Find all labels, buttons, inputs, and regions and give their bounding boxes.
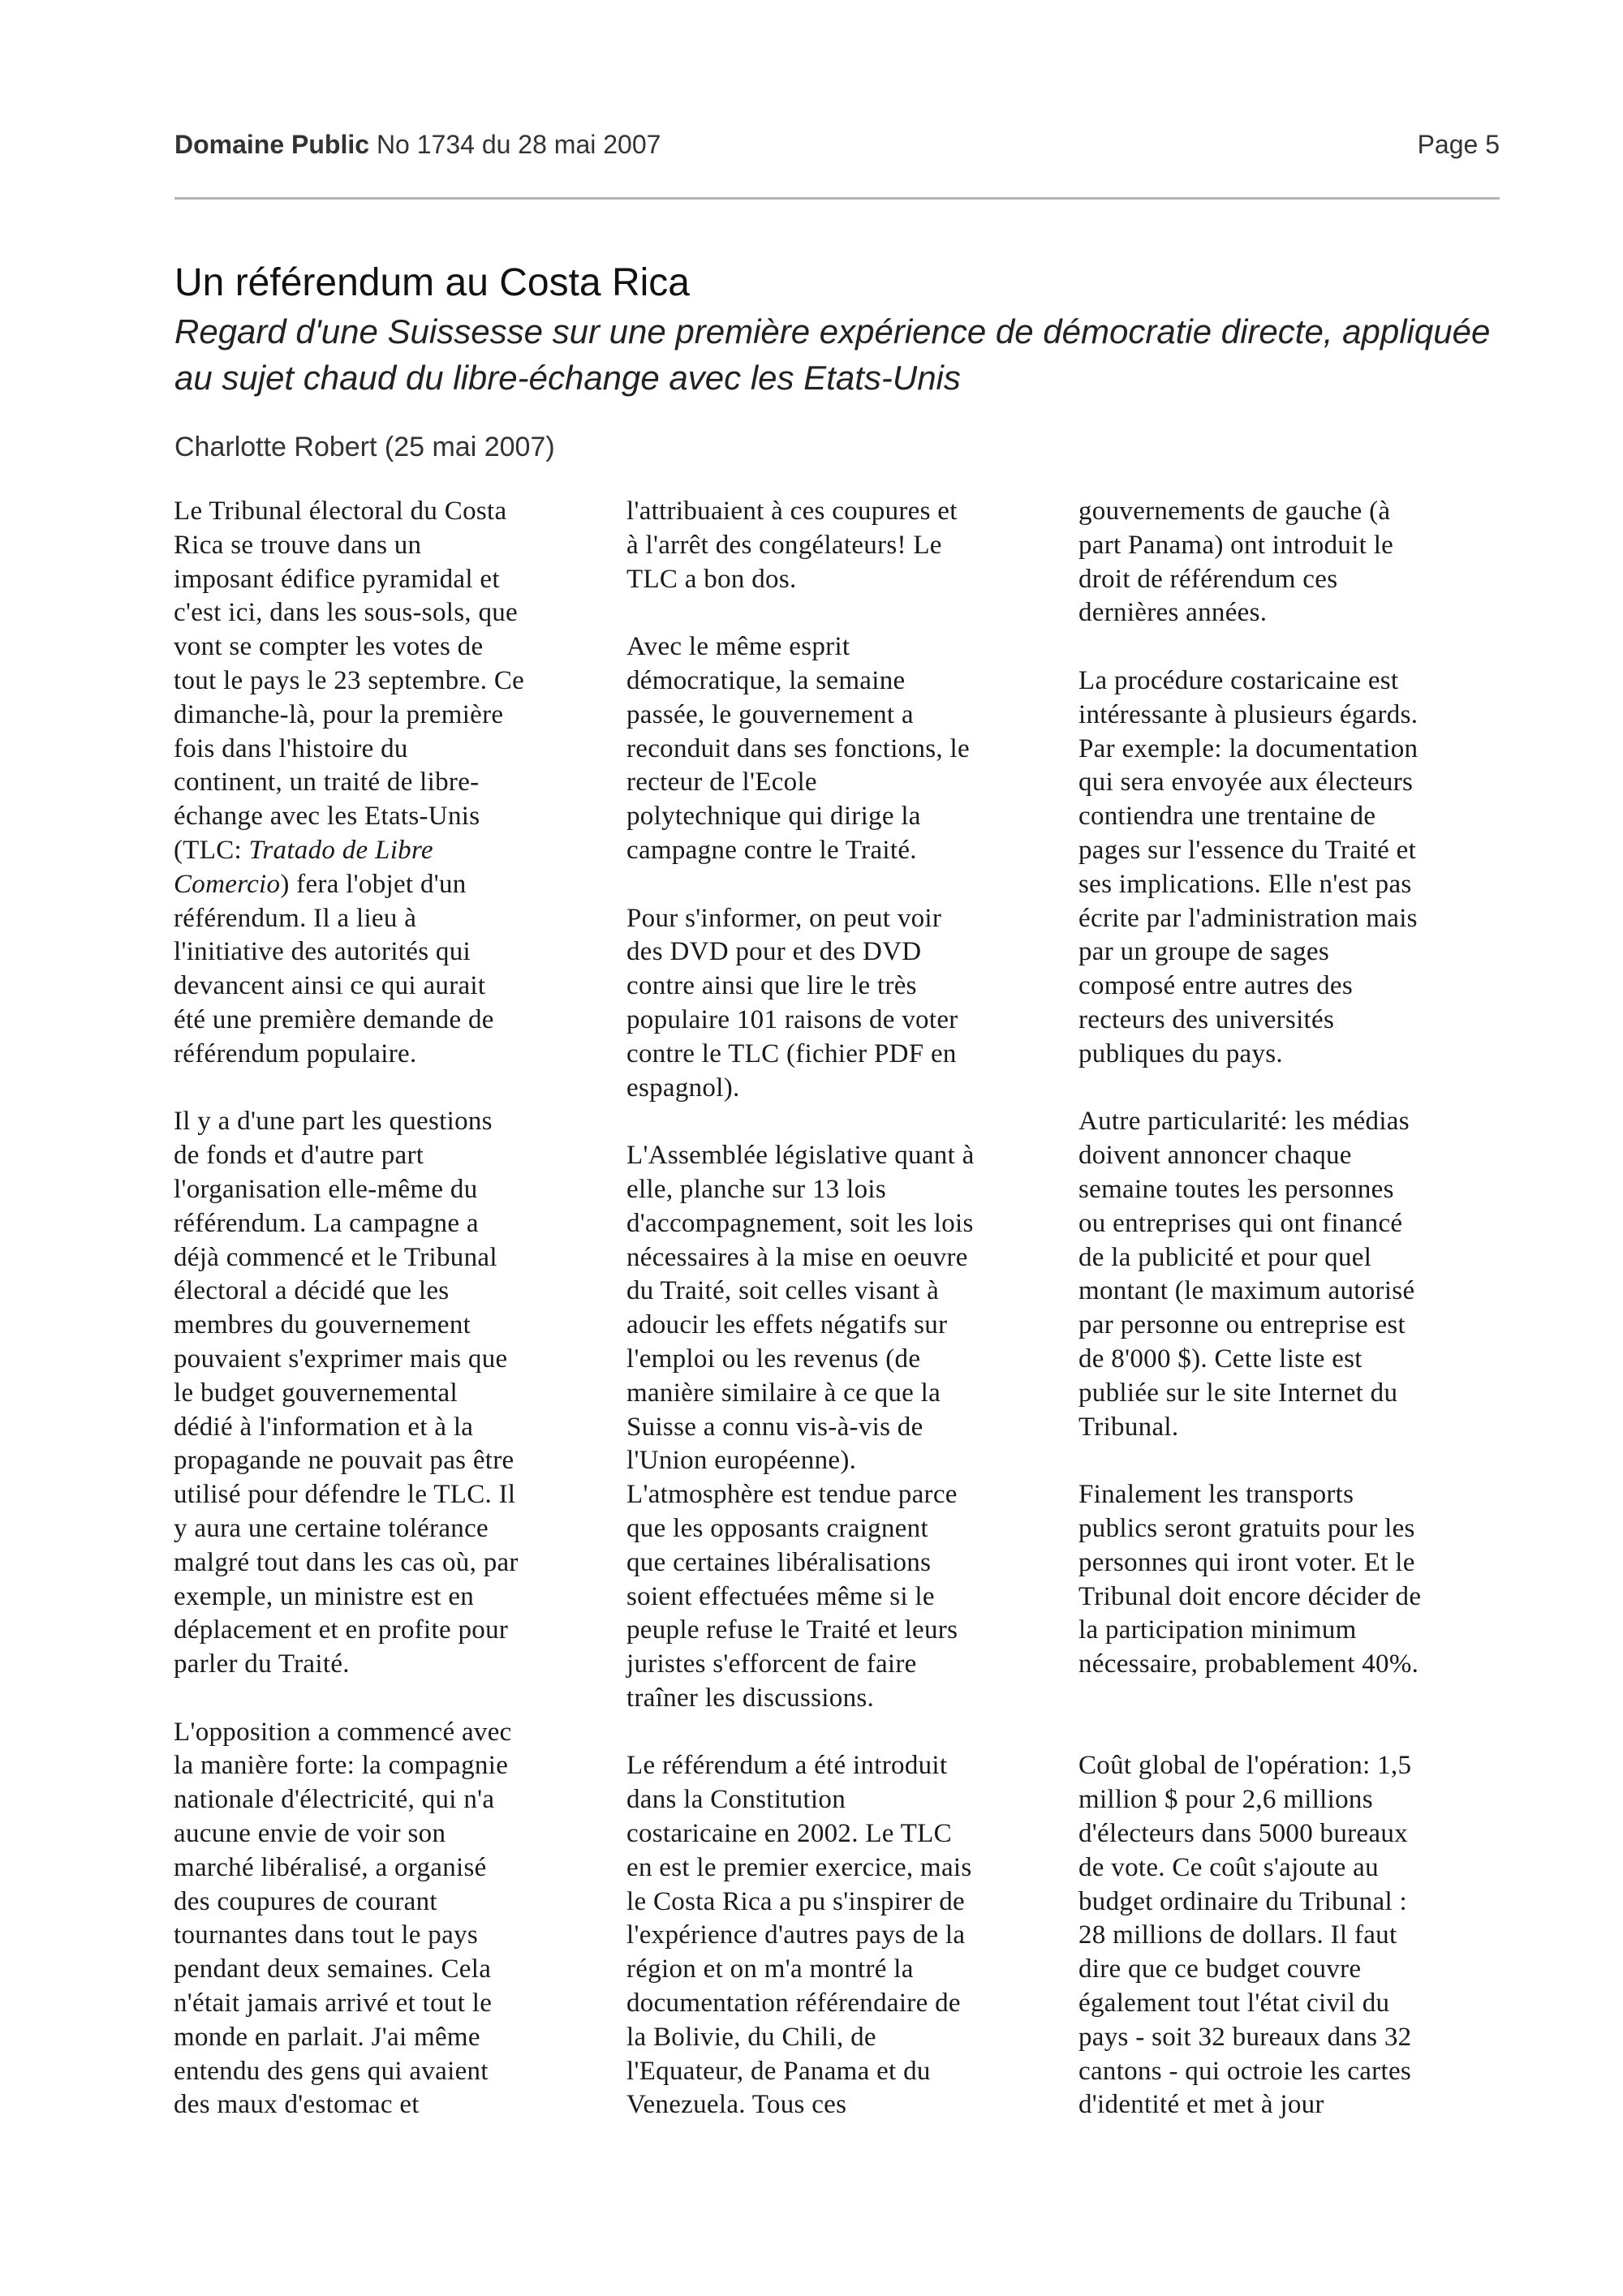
text-line: Autre particularité: les médias: [1078, 1107, 1410, 1137]
text-line: contre le TLC (fichier PDF en: [626, 1038, 957, 1068]
text-line: costaricaine en 2002. Le TLC: [626, 1819, 952, 1849]
text-line: électoral a décidé que les: [174, 1276, 450, 1306]
text-line: passée, le gouvernement a: [626, 699, 914, 729]
text-line: elle, planche sur 13 lois: [626, 1174, 887, 1204]
text-line: composé entre autres des: [1078, 971, 1353, 1001]
publication-name: Domaine Public: [174, 130, 370, 159]
text-line: continent, un traité de libre-: [174, 767, 480, 798]
text-line: pays - soit 32 bureaux dans 32: [1078, 2022, 1412, 2052]
text-line: démocratique, la semaine: [626, 665, 906, 695]
text-line: recteur de l'Ecole: [626, 767, 817, 798]
text-line: région et on m'a montré la: [626, 1954, 914, 1984]
text-line: adoucir les effets négatifs sur: [626, 1310, 948, 1340]
issue-info: No 1734 du 28 mai 2007: [376, 130, 661, 159]
text-line: (TLC: Tratado de Libre: [174, 835, 433, 865]
text-line: référendum. Il a lieu à: [174, 903, 417, 933]
text-line: d'électeurs dans 5000 bureaux: [1078, 1819, 1408, 1849]
text-line: polytechnique qui dirige la: [626, 802, 921, 832]
text-line: nationale d'électricité, qui n'a: [174, 1785, 495, 1815]
text-line: échange avec les Etats-Unis: [174, 802, 480, 832]
text-line: [1078, 1716, 1513, 1750]
text-line: le budget gouvernemental: [174, 1378, 458, 1408]
text-line: de 8'000 $). Cette liste est: [1078, 1344, 1363, 1374]
text-line: manière similaire à ce que la: [626, 1378, 941, 1408]
text-line: de fonds et d'autre part: [174, 1141, 424, 1171]
text-line: tout le pays le 23 septembre. Ce: [174, 665, 525, 695]
text-line: qui sera envoyée aux électeurs: [1078, 767, 1414, 798]
text-line: pouvaient s'exprimer mais que: [174, 1344, 508, 1374]
text-line: l'Union européenne).: [626, 1446, 857, 1476]
text-line: Venezuela. Tous ces: [626, 2090, 847, 2120]
text-line: exemple, un ministre est en: [174, 1581, 475, 1611]
text-line: d'accompagnement, soit les lois: [626, 1208, 974, 1238]
text-line: pages sur l'essence du Traité et: [1078, 835, 1417, 865]
text-line: entendu des gens qui avaient: [174, 2056, 489, 2086]
text-line: Rica se trouve dans un: [174, 530, 422, 560]
text-line: des maux d'estomac et: [174, 2090, 420, 2120]
text-line: l'expérience d'autres pays de la: [626, 1920, 966, 1950]
text-line: [1078, 1682, 1513, 1716]
text-line: L'opposition a commencé avec: [174, 1717, 512, 1747]
text-line: Tribunal doit encore décider de: [1078, 1581, 1422, 1611]
text-line: que certaines libéralisations: [626, 1547, 932, 1577]
text-line: cantons - qui octroie les cartes: [1078, 2056, 1412, 2086]
text-line: publiques du pays.: [1078, 1038, 1283, 1068]
text-line: TLC a bon dos.: [626, 564, 797, 594]
text-line: ses implications. Elle n'est pas: [1078, 869, 1412, 899]
text-line: tournantes dans tout le pays: [174, 1920, 478, 1950]
text-line: million $ pour 2,6 millions: [1078, 1785, 1373, 1815]
text-line: vont se compter les votes de: [174, 632, 484, 662]
text-line: [1078, 630, 1513, 664]
text-line: déjà commencé et le Tribunal: [174, 1242, 497, 1272]
text-line: populaire 101 raisons de voter: [626, 1004, 958, 1034]
text-line: campagne contre le Traité.: [626, 835, 917, 865]
text-line: y aura une certaine tolérance: [174, 1513, 489, 1543]
article-subtitle: Regard d'une Suissesse sur une première expérience de démocratie directe, appliquée au sujet chaud du libre-échange avec les Etats-Unis: [174, 312, 1491, 397]
text-column-2: [626, 495, 1061, 2122]
text-line: doivent annoncer chaque: [1078, 1141, 1352, 1171]
text-line: en est le premier exercice, mais: [626, 1852, 972, 1882]
text-line: traîner les discussions.: [626, 1683, 875, 1713]
text-line: documentation référendaire de: [626, 1989, 961, 2019]
text-line: le Costa Rica a pu s'inspirer de: [626, 1886, 965, 1916]
text-line: du Traité, soit celles visant à: [626, 1276, 940, 1306]
text-line: des DVD pour et des DVD: [626, 937, 922, 967]
text-line: semaine toutes les personnes: [1078, 1174, 1394, 1204]
text-line: [1078, 1072, 1513, 1106]
text-line: [626, 1716, 1061, 1750]
text-line: Le Tribunal électoral du Costa: [174, 497, 507, 526]
text-line: Il y a d'une part les questions: [174, 1107, 493, 1137]
text-line: contre ainsi que lire le très: [626, 971, 917, 1001]
text-line: pendant deux semaines. Cela: [174, 1954, 492, 1984]
text-line: la manière forte: la compagnie: [174, 1751, 509, 1781]
text-line: publics seront gratuits pour les: [1078, 1513, 1415, 1543]
text-line: dimanche-là, pour la première: [174, 699, 504, 729]
text-line: peuple refuse le Traité et leurs: [626, 1615, 958, 1645]
text-line: dédié à l'information et à la: [174, 1412, 474, 1442]
text-line: parler du Traité.: [174, 1649, 350, 1679]
text-line: l'Equateur, de Panama et du: [626, 2056, 931, 2086]
text-line: écrite par l'administration mais: [1078, 903, 1418, 933]
text-line: des coupures de courant: [174, 1886, 437, 1916]
text-line: été une première demande de: [174, 1004, 494, 1034]
text-line: de vote. Ce coût s'ajoute au: [1078, 1852, 1379, 1882]
text-line: recteurs des universités: [1078, 1004, 1335, 1034]
text-line: dire que ce budget couvre: [1078, 1954, 1362, 1984]
text-line: La procédure costaricaine est: [1078, 665, 1399, 695]
text-line: l'attribuaient à ces coupures et: [626, 497, 958, 526]
text-line: nécessaire, probablement 40%.: [1078, 1649, 1419, 1679]
text-line: montant (le maximum autorisé: [1078, 1276, 1415, 1306]
text-line: Finalement les transports: [1078, 1480, 1354, 1510]
text-line: Avec le même esprit: [626, 632, 850, 662]
text-column-1: [174, 495, 608, 2122]
text-line: Par exemple: la documentation: [1078, 733, 1419, 763]
text-line: l'initiative des autorités qui: [174, 937, 471, 967]
text-line: [626, 596, 1061, 630]
text-line: aucune envie de voir son: [174, 1819, 446, 1849]
text-line: [1078, 1444, 1513, 1478]
text-line: budget ordinaire du Tribunal :: [1078, 1886, 1407, 1916]
text-line: à l'arrêt des congélateurs! Le: [626, 530, 942, 560]
page-header: [174, 130, 1500, 170]
text-line: part Panama) ont introduit le: [1078, 530, 1394, 560]
text-line: 28 millions de dollars. Il faut: [1078, 1920, 1397, 1950]
text-line: dans la Constitution: [626, 1785, 846, 1815]
text-line: gouvernements de gauche (à: [1078, 497, 1391, 526]
text-column-3: [1078, 495, 1513, 2122]
text-line: également tout l'état civil du: [1078, 1989, 1390, 2019]
text-line: Pour s'informer, on peut voir: [626, 903, 942, 933]
text-line: droit de référendum ces: [1078, 564, 1338, 594]
text-line: Comercio) fera l'objet d'un: [174, 869, 467, 899]
text-line: de la publicité et pour quel: [1078, 1242, 1372, 1272]
text-line: utilisé pour défendre le TLC. Il: [174, 1480, 516, 1510]
article-title: Un référendum au Costa Rica: [174, 261, 690, 304]
text-line: référendum populaire.: [174, 1038, 417, 1068]
text-line: intéressante à plusieurs égards.: [1078, 699, 1419, 729]
text-line: juristes s'efforcent de faire: [626, 1649, 917, 1679]
text-line: l'organisation elle-même du: [174, 1174, 478, 1204]
text-line: que les opposants craignent: [626, 1513, 928, 1543]
text-line: imposant édifice pyramidal et: [174, 564, 500, 594]
text-line: Coût global de l'opération: 1,5: [1078, 1751, 1412, 1781]
text-line: devancent ainsi ce qui aurait: [174, 971, 486, 1001]
text-line: c'est ici, dans les sous-sols, que: [174, 598, 519, 628]
text-line: l'emploi ou les revenus (de: [626, 1344, 921, 1374]
text-line: [626, 868, 1061, 902]
text-line: Tribunal.: [1078, 1412, 1179, 1442]
text-line: la participation minimum: [1078, 1615, 1357, 1645]
text-line: L'atmosphère est tendue parce: [626, 1480, 958, 1510]
text-line: reconduit dans ses fonctions, le: [626, 733, 970, 763]
text-line: L'Assemblée législative quant à: [626, 1141, 975, 1171]
text-line: la Bolivie, du Chili, de: [626, 2022, 876, 2052]
text-line: [626, 1105, 1061, 1139]
text-line: référendum. La campagne a: [174, 1208, 479, 1238]
text-line: Le référendum a été introduit: [626, 1751, 948, 1781]
text-line: nécessaires à la mise en oeuvre: [626, 1242, 968, 1272]
text-line: publiée sur le site Internet du: [1078, 1378, 1398, 1408]
text-line: par un groupe de sages: [1078, 937, 1329, 967]
text-line: malgré tout dans les cas où, par: [174, 1547, 519, 1577]
text-line: espagnol).: [626, 1073, 740, 1103]
article-byline: Charlotte Robert (25 mai 2007): [174, 432, 555, 462]
text-line: déplacement et en profite pour: [174, 1615, 509, 1645]
text-line: Suisse a connu vis-à-vis de: [626, 1412, 923, 1442]
text-line: personnes qui iront voter. Et le: [1078, 1547, 1415, 1577]
text-line: par personne ou entreprise est: [1078, 1310, 1406, 1340]
text-line: n'était jamais arrivé et tout le: [174, 1989, 493, 2019]
text-line: [174, 1072, 608, 1106]
text-line: marché libéralisé, a organisé: [174, 1852, 487, 1882]
text-line: propagande ne pouvait pas être: [174, 1446, 514, 1476]
text-line: ou entreprises qui ont financé: [1078, 1208, 1403, 1238]
text-line: monde en parlait. J'ai même: [174, 2022, 480, 2052]
header-divider: [174, 197, 1500, 200]
text-line: dernières années.: [1078, 598, 1268, 628]
text-line: d'identité et met à jour: [1078, 2090, 1324, 2120]
text-line: fois dans l'histoire du: [174, 733, 408, 763]
text-line: contiendra une trentaine de: [1078, 802, 1376, 832]
text-line: membres du gouvernement: [174, 1310, 471, 1340]
page-number: Page 5: [1417, 130, 1500, 159]
text-line: soient effectuées même si le: [626, 1581, 935, 1611]
text-line: [174, 1682, 608, 1716]
